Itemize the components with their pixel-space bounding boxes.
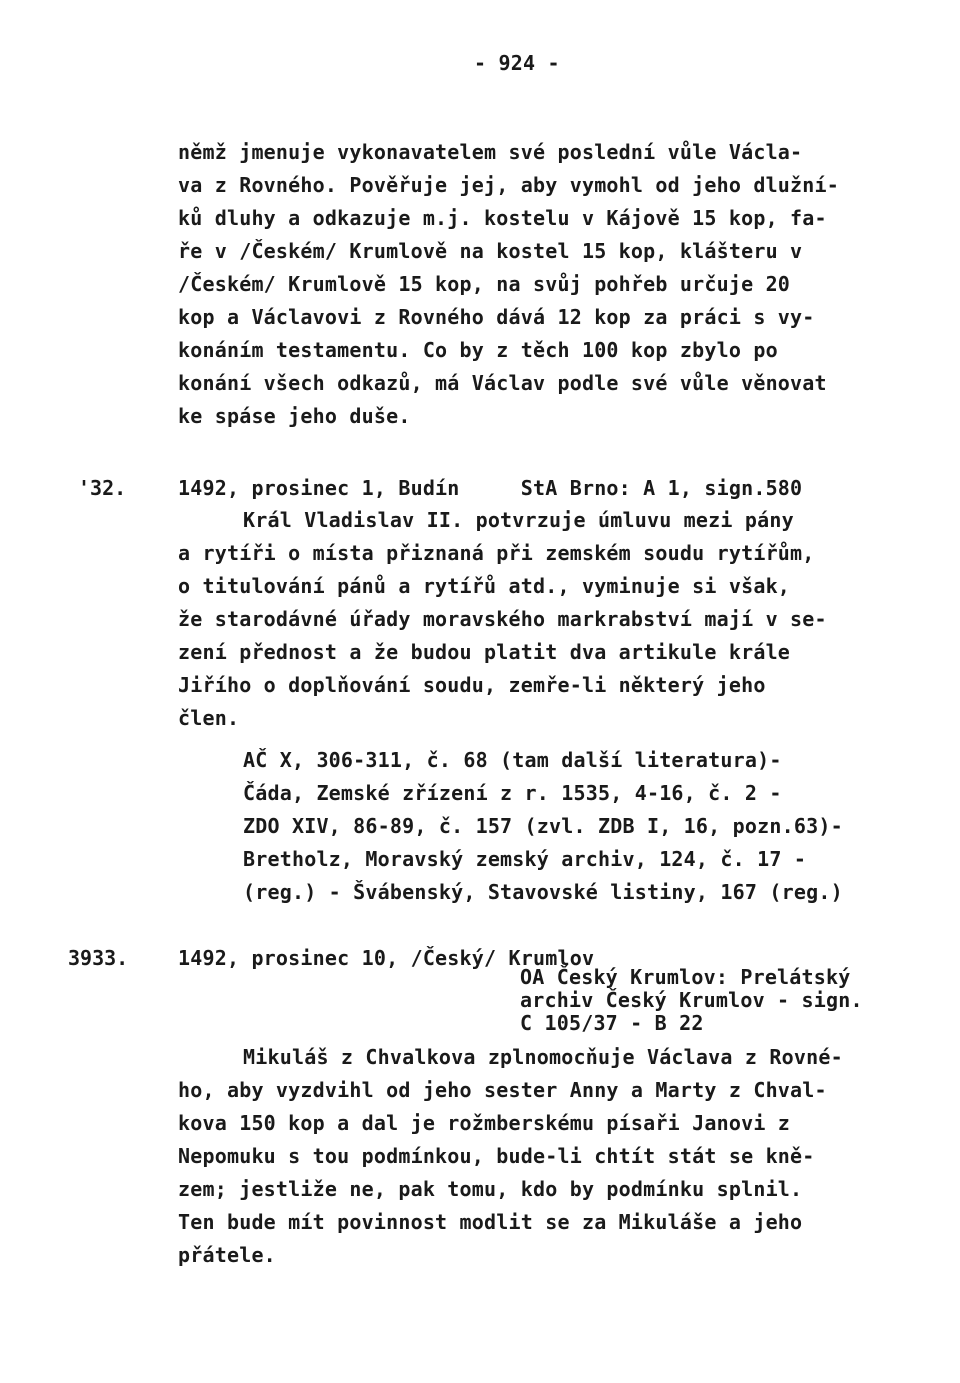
- reference-line: Čáda, Zemské zřízení z r. 1535, 4-16, č. 2 -: [243, 781, 782, 805]
- text-line: ho, aby vyzdvihl od jeho sester Anny a Marty z Chval-: [178, 1078, 827, 1102]
- text-line: člen.: [178, 706, 240, 730]
- text-line: Jiřího o doplňování soudu, zemře-li některý jeho: [178, 673, 766, 697]
- entry-number: 3933.: [68, 946, 129, 970]
- text-line: ků dluhy a odkazuje m.j. kostelu v Kájově 15 kop, fa-: [178, 206, 827, 230]
- text-line: němž jmenuje vykonavatelem své poslední vůle Václa-: [178, 140, 803, 164]
- text-line: Mikuláš z Chvalkova zplnomocňuje Václava z Rovné-: [243, 1045, 843, 1069]
- text-line: konání všech odkazů, má Václav podle své vůle věnovat: [178, 371, 827, 395]
- source-line: archiv Český Krumlov - sign.: [520, 988, 863, 1012]
- text-line: kova 150 kop a dal je rožmberskému písaři Janovi z: [178, 1111, 791, 1135]
- entry-header: 1492, prosinec 1, Budín StA Brno: A 1, sign.580: [178, 476, 803, 500]
- page-number: - 924 -: [474, 51, 560, 75]
- text-line: zení přednost a že budou platit dva artikule krále: [178, 640, 791, 664]
- text-line: ře v /Českém/ Krumlově na kostel 15 kop, klášteru v: [178, 239, 803, 263]
- source-line: C 105/37 - B 22: [520, 1011, 704, 1035]
- text-line: Král Vladislav II. potvrzuje úmluvu mezi pány: [243, 508, 794, 532]
- entry-number: '32.: [78, 476, 127, 500]
- text-line: /Českém/ Krumlově 15 kop, na svůj pohřeb určuje 20: [178, 272, 791, 296]
- text-line: o titulování pánů a rytířů atd., vyminuje si však,: [178, 574, 791, 598]
- text-line: Nepomuku s tou podmínkou, bude-li chtít stát se kně-: [178, 1144, 815, 1168]
- text-line: konáním testamentu. Co by z těch 100 kop zbylo po: [178, 338, 778, 362]
- text-line: a rytíři o místa přiznaná při zemském soudu rytířům,: [178, 541, 815, 565]
- source-line: OA Český Krumlov: Prelátský: [520, 965, 851, 989]
- text-line: kop a Václavovi z Rovného dává 12 kop za práci s vy-: [178, 305, 815, 329]
- text-line: že starodávné úřady moravského markrabství mají v se-: [178, 607, 827, 631]
- entry-header: 1492, prosinec 10, /Český/ Krumlov: [178, 946, 595, 970]
- text-line: Ten bude mít povinnost modlit se za Mikuláše a jeho: [178, 1210, 803, 1234]
- reference-line: Bretholz, Moravský zemský archiv, 124, č. 17 -: [243, 847, 807, 871]
- reference-line: AČ X, 306-311, č. 68 (tam další literatura)-: [243, 748, 782, 772]
- text-line: zem; jestliže ne, pak tomu, kdo by podmínku splnil.: [178, 1177, 803, 1201]
- text-line: přátele.: [178, 1243, 276, 1267]
- reference-line: ZDO XIV, 86-89, č. 157 (zvl. ZDB I, 16, pozn.63)-: [243, 814, 843, 838]
- text-line: va z Rovného. Pověřuje jej, aby vymohl od jeho dlužní-: [178, 173, 840, 197]
- reference-line: (reg.) - Švábenský, Stavovské listiny, 167 (reg.): [243, 880, 843, 904]
- text-line: ke spáse jeho duše.: [178, 404, 411, 428]
